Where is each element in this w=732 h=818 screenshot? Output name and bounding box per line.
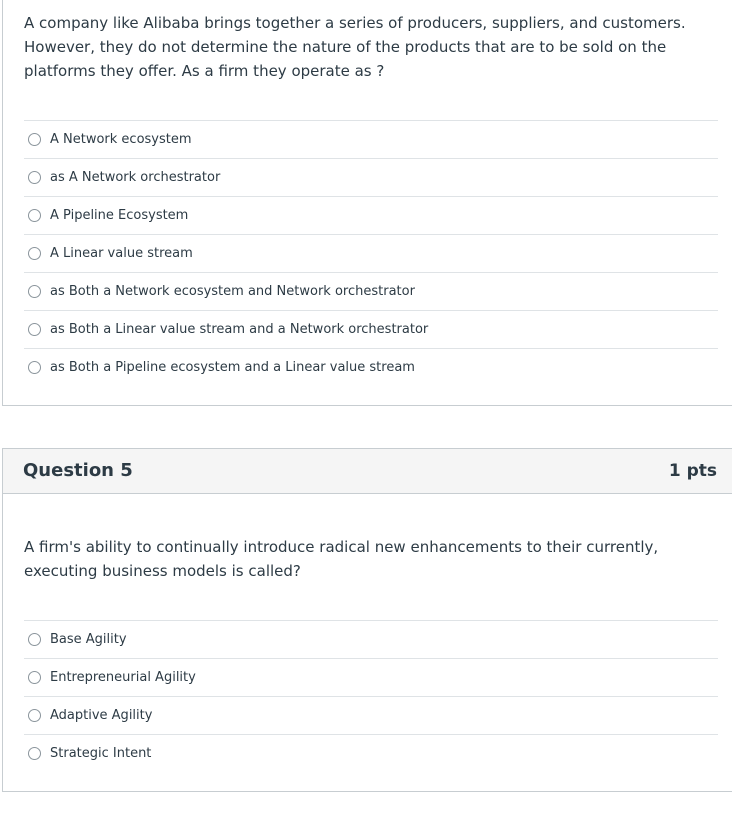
answer-option[interactable] [24,310,718,348]
answer-label[interactable]: A Linear value stream [50,246,193,261]
radio-button[interactable] [28,747,41,760]
answer-label[interactable]: Adaptive Agility [50,708,153,723]
question-5-card [2,448,732,792]
answer-option[interactable] [24,348,718,386]
radio-button[interactable] [28,361,41,374]
question-points: 1 pts [668,461,717,481]
question-4-card [2,0,732,406]
answer-option[interactable] [24,658,718,696]
answer-option[interactable] [24,272,718,310]
radio-button[interactable] [28,633,41,646]
radio-button[interactable] [28,171,41,184]
answer-option[interactable] [24,696,718,734]
question-4-answers [24,120,718,386]
answer-label[interactable]: as Both a Pipeline ecosystem and a Linear value stream [50,360,415,375]
answer-label[interactable]: Entrepreneurial Agility [50,670,196,685]
radio-button[interactable] [28,247,41,260]
answer-label[interactable]: as Both a Network ecosystem and Network orchestrator [50,284,415,299]
answer-label[interactable]: Strategic Intent [50,746,152,761]
answer-option[interactable] [24,620,718,658]
radio-button[interactable] [28,285,41,298]
answer-label[interactable]: as Both a Linear value stream and a Network orchestrator [50,322,429,337]
answer-label[interactable]: A Pipeline Ecosystem [50,208,189,223]
answer-option[interactable] [24,734,718,772]
radio-button[interactable] [28,709,41,722]
question-5-answers [24,620,718,772]
answer-label[interactable]: A Network ecosystem [50,132,192,147]
radio-button[interactable] [28,209,41,222]
answer-option[interactable] [24,120,718,158]
question-4-text: A company like Alibaba brings together a series of producers, suppliers, and customers. However, they do not determine the nature of the products that are to be sold on the platforms they offer. As a firm they operate as ? [24,14,686,80]
radio-button[interactable] [28,671,41,684]
answer-label[interactable]: as A Network orchestrator [50,170,221,185]
question-header [3,449,732,494]
question-5-text: A firm's ability to continually introduce radical new enhancements to their currently, executing business models is called? [24,538,659,580]
question-title: Question 5 [23,460,133,481]
radio-button[interactable] [28,133,41,146]
answer-option[interactable] [24,234,718,272]
answer-option[interactable] [24,158,718,196]
answer-label[interactable]: Base Agility [50,632,127,647]
answer-option[interactable] [24,196,718,234]
radio-button[interactable] [28,323,41,336]
